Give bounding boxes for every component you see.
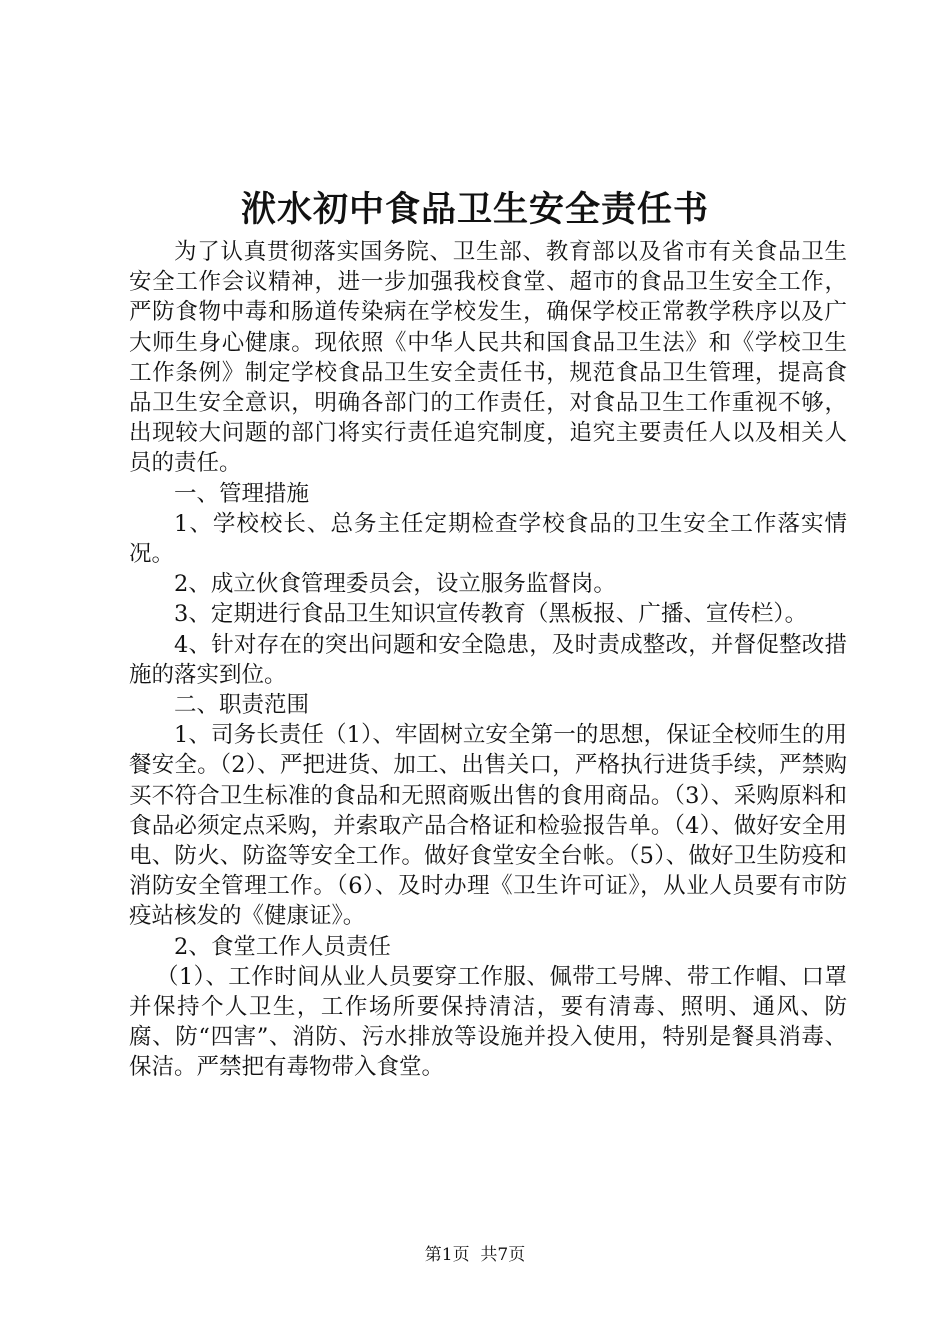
responsibility-item-2-sub-1: （1）、工作时间从业人员要穿工作服、佩带工号牌、带工作帽、口罩并保持个人卫生，工作场所要保持清洁，要有清毒、照明、通风、防腐、防“四害”、消防、污水排放等设施并投入使用，特别是餐具消毒、保洁。严禁把有毒物带入食堂。 xyxy=(129,963,847,1081)
management-item-1: 1、学校校长、总务主任定期检查学校食品的卫生安全工作落实情况。 xyxy=(129,510,847,568)
document-title: 洑水初中食品卫生安全责任书 xyxy=(240,189,709,230)
management-item-3: 3、定期进行食品卫生知识宣传教育（黑板报、广播、宣传栏）。 xyxy=(174,601,808,628)
responsibility-item-2: 2、食堂工作人员责任 xyxy=(174,933,391,960)
page-number-label: 第1页 共7页 xyxy=(424,1245,526,1265)
responsibility-item-1: 1、司务长责任（1）、牢固树立安全第一的思想，保证全校师生的用餐安全。（2）、严把进货、加工、出售关口，严格执行进货手续，严禁购买不符合卫生标准的食品和无照商贩出售的食用商品。（3）、采购原料和食品必须定点采购，并索取产品合格证和检验报告单。（4）、做好安全用电、防火、防盗等安全工作。做好食堂安全台帐。（5）、做好卫生防疫和消防安全管理工作。（6）、及时办理《卫生许可证》，从业人员要有市防疫站核发的《健康证》。 xyxy=(129,722,847,930)
management-item-4: 4、针对存在的突出问题和安全隐患，及时责成整改，并督促整改措施的落实到位。 xyxy=(129,631,847,688)
page-footer xyxy=(0,1244,950,1266)
management-item-2: 2、成立伙食管理委员会，设立服务监督岗。 xyxy=(174,571,616,598)
intro-paragraph: 为了认真贯彻落实国务院、卫生部、教育部以及省市有关食品卫生安全工作会议精神，进一步加强我校食堂、超市的食品卫生安全工作，严防食物中毒和肠道传染病在学校发生，确保学校正常教学秩序以及广大师生身心健康。现依照《中华人民共和国食品卫生法》和《学校卫生工作条例》制定学校食品卫生安全责任书，规范食品卫生管理，提高食品卫生安全意识，明确各部门的工作责任，对食品卫生工作重视不够，出现较大问题的部门将实行责任追究制度，追究主要责任人以及相关人员的责任。 xyxy=(129,239,847,477)
section-heading-responsibilities: 二、职责范围 xyxy=(174,692,310,719)
document-body xyxy=(129,237,847,1083)
section-heading-management: 一、管理措施 xyxy=(174,480,310,507)
